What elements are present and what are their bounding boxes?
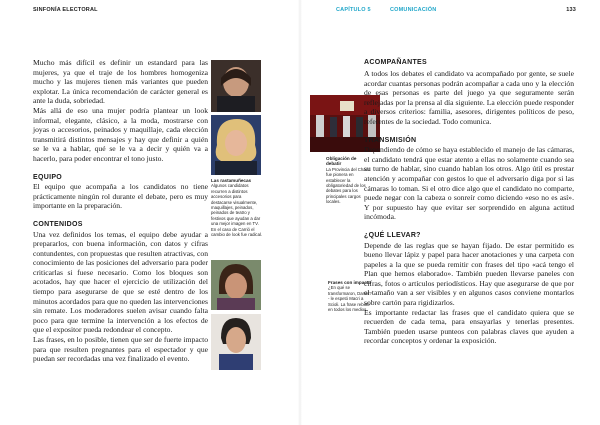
paragraph-frases: Las frases, en lo posible, tienen que ser de fuerte impacto para que resulten pregnantes para el espectador y que puedan ser recordadas una vez finalizado el evento.	[33, 335, 208, 364]
paragraph-acompanantes: A todos los debates el candidato va acompañado por gente, se suele acordar cuantas personas podrán acompañar a cada uno y la elección de esas personas es parte del juego ya que seguramente serán reflejadas por la prensa al día siguiente. La elección puede responder a diversos criterios: familia, asesores, dirigentes políticos de peso, referentes de la sociedad. Todo comunica.	[364, 69, 574, 126]
portrait-photo-1	[211, 60, 261, 112]
caption-rastamunecas-text: Algunos candidatos recurren a distintos accesorios para destacarse visualmente, maquillajes, peinados, peinados de teatro y festivos que ayudan a dar una mejor imagen en TV. En el caso de Carrió el cambio de look fue radical.	[211, 183, 263, 238]
heading-acompanantes: ACOMPAÑANTES	[364, 59, 427, 66]
heading-que-llevar: ¿QUÉ LLEVAR?	[364, 231, 421, 239]
heading-transmision: TRANSMISIÓN	[364, 136, 417, 144]
paragraph-equipo: El equipo que acompaña a los candidatos no tiene prácticamente ningún rol durante el debate, pero es muy importante en la preparación.	[33, 182, 208, 211]
section-label: COMUNICACIÓN	[390, 7, 437, 13]
portrait-photo-2	[211, 115, 261, 175]
caption-obligacion-title: Obligación de debatir	[326, 156, 357, 167]
paragraph-look-mujeres: Mucho más difícil es definir un estandard para las mujeres, ya que el traje de los hombres homogeniza mucho y las mujeres tienen más variantes que pueden explotar. La única recomendación de carácter general es ante la duda, sobriedad.	[33, 58, 208, 106]
heading-equipo: EQUIPO	[33, 173, 63, 181]
caption-frases-title: Frases con impacto	[328, 280, 372, 285]
page-number: 133	[566, 7, 576, 13]
caption-rastamunecas-title: Las rastamuñecas	[211, 178, 252, 183]
chapter-label: CAPÍTULO 5	[336, 7, 371, 13]
heading-contenidos: CONTENIDOS	[33, 220, 83, 228]
caption-obligacion-text: La Provincia del Chaco fue pionera en establecer la obligatoriedad de los debates para los principales cargos locales.	[326, 166, 371, 205]
paragraph-frases-claves: Es importante redactar las frases que el candidato quiera que se recuerden de cada tema, para ensayarlas y tenerlas presentes. También pueden usarse punteos con palabras claves que ayuden a recordar conceptos y ordenar la exposición.	[364, 307, 574, 346]
caption-rastamunecas	[211, 178, 263, 237]
book-title-header: SINFONÍA ELECTORAL	[33, 7, 98, 13]
paragraph-que-llevar: Depende de las reglas que se hayan fijado. De estar permitido es bueno llevar lápiz y papel para hacer anotaciones y una carpeta con papeles a la que se pueda remitir con frases del tipo «acá tengo el Plan que hemos elaborado». También pueden llevarse paneles con cifras, fotos o artículos periodísticos. Hay que asegurarse de que por el tamaño van a ser visibles y en algunos casos conviene montarlos sobre cartón para rigidizarlos.	[364, 240, 574, 308]
page-fold	[298, 0, 302, 425]
paragraph-contenidos: Una vez definidos los temas, el equipo debe ayudar a prepararlos, con buena información, con datos y cifras contundentes, con propuestas que resulten atractivas, con conocimiento de las posiciones del adversario para poder criticarlas si fuese necesario. Como los bloques son acotados, hay que hacer el ejercicio de utilización del tiempo para asegurarse de que se esté dentro de los minutos acordados para que no queden las intervenciones sin remate. Los moderadores suelen avisar cuando falta poco para que termine la intervención a los efectos de que el expositor pueda redondear el concepto.	[33, 229, 208, 335]
portrait-photo-3	[211, 260, 261, 310]
portrait-photo-4	[211, 314, 261, 370]
caption-frases-text: ¿En qué se transformaron, Daniel? - le espetó Macri a Scioli. La frase rebotó en todos los medios.	[328, 285, 372, 313]
left-column-top	[33, 58, 208, 364]
right-column-top	[364, 69, 574, 346]
paragraph-look-detalle: Más allá de eso una mujer podría plantear un look informal, elegante, clásico, a la moda, mostrarse con joyas o accesorios, peinados y maquillaje, cada elección transmitirá distintos mensajes y hay que definir a quién se le va a hablar, qué se le va a decir y quién va a hacerlo, para poder encontrar el tono justo.	[33, 105, 208, 163]
paragraph-transmision: Dependiendo de cómo se haya establecido el manejo de las cámaras, el candidato tendrá que estar atento a ellas no solamente cuando sea su turno de hablar, sino cuando hablan los otros. Algo útil es prestar atención y acompañar con gestos lo que el adversario diga por si las cámaras lo toman. Si el otro dice algo que el candidato no comparte, puede negar con la cabeza o sonreír como diciendo «eso no es así». Y por supuesto hay que evitar ser sorprendido en alguna actitud incómoda.	[364, 145, 574, 222]
